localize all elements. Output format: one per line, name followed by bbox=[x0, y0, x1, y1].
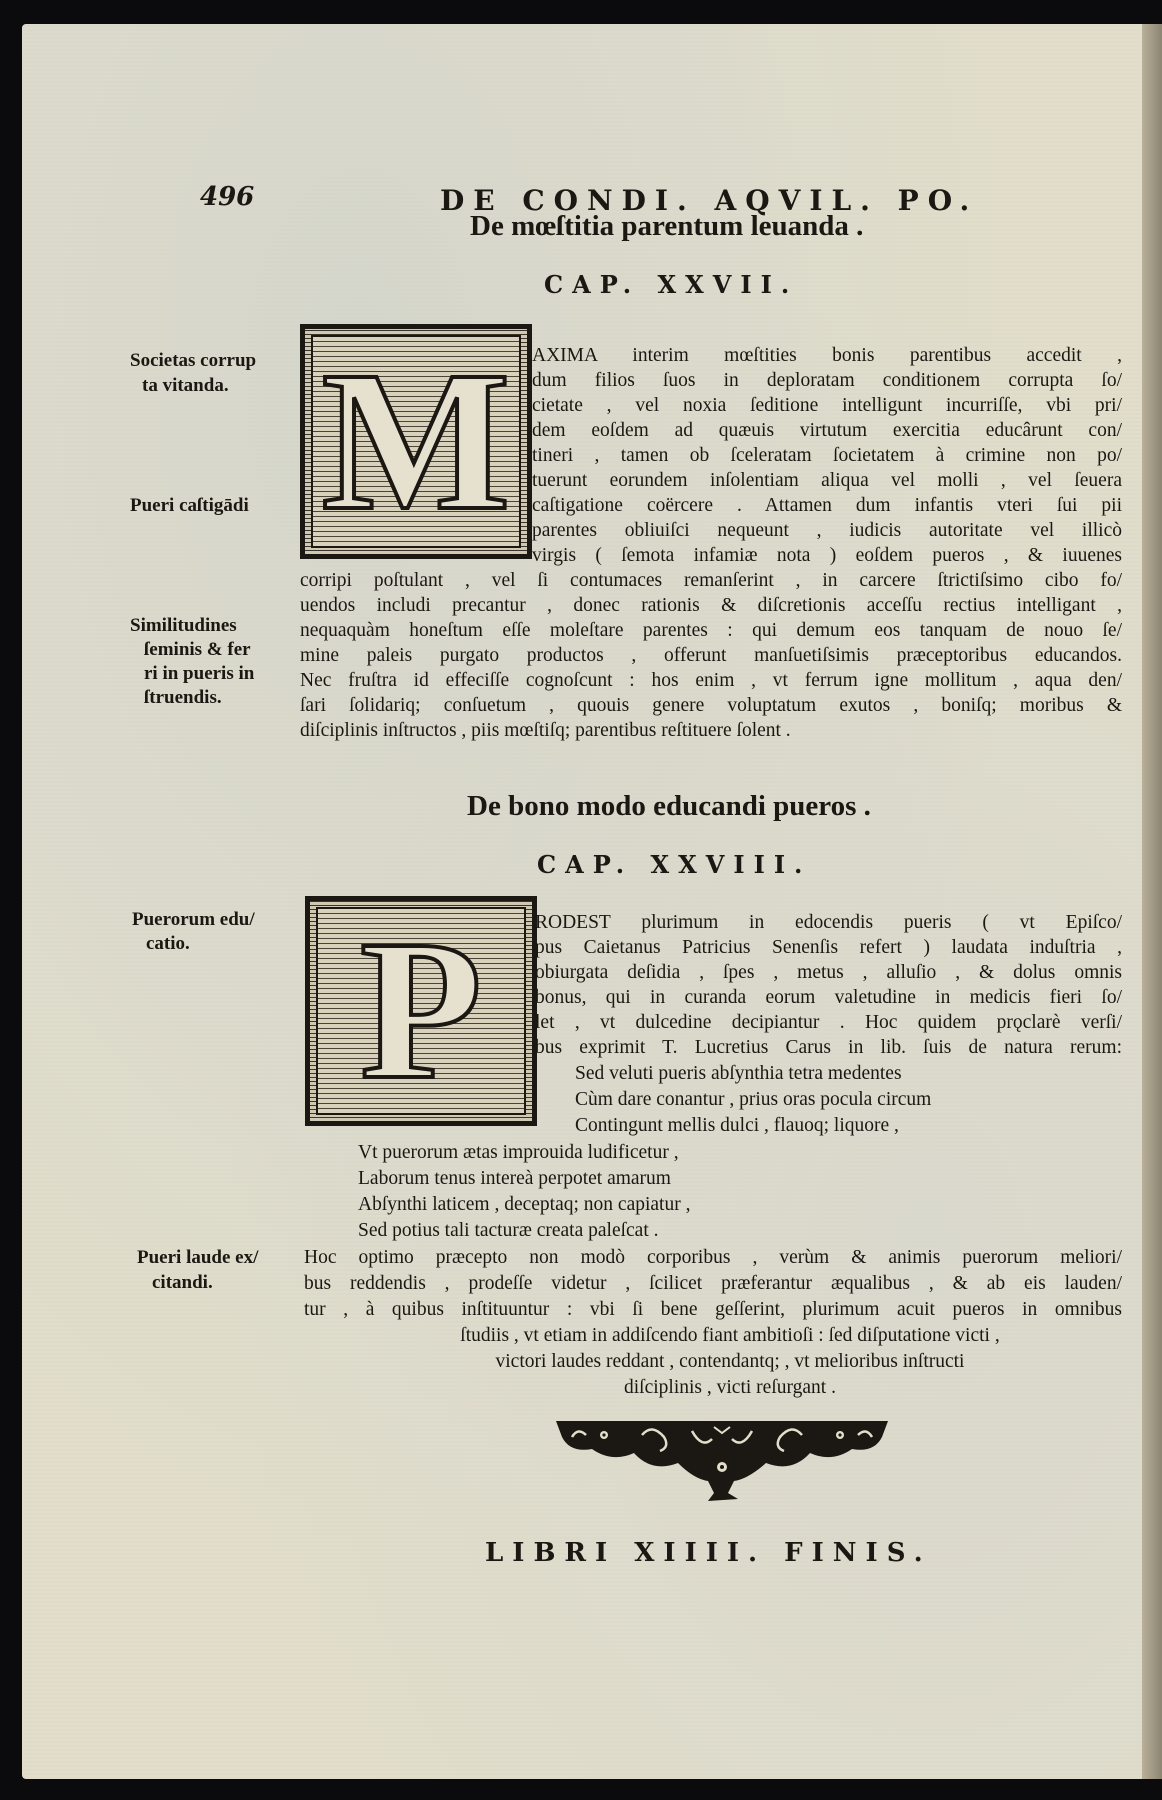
text-line: tuerunt eorundem inſolentiam aliqua vel molli , vel ſeuera bbox=[532, 470, 1122, 491]
text-line: bonus, qui in curanda eorum valetudine in medicis fieri ſo/ bbox=[535, 987, 1122, 1008]
adjacent-page-edge bbox=[1142, 24, 1162, 1779]
book-page bbox=[22, 24, 1148, 1779]
text-line: nequaquàm honeſtum eſſe moleſtare parentes : qui demum eos tanquam de nouo ſe/ bbox=[300, 620, 1122, 641]
colophon: LIBRI XIIII. FINIS. bbox=[485, 1538, 932, 1568]
text-line: obiurgata deſidia , ſpes , metus , alluſio , & dolus omnis bbox=[535, 962, 1122, 983]
marginal-note: ta vitanda. bbox=[142, 375, 229, 396]
text-line: bus reddendis , prodeſſe videtur , ſcilicet præferantur æqualibus , & ab eis lauden/ bbox=[304, 1273, 1122, 1294]
text-line: victori laudes reddant , contendantq; , vt melioribus inſtructi bbox=[495, 1351, 965, 1372]
text-line: bus exprimit T. Lucretius Carus in lib. ſuis de natura rerum: bbox=[535, 1037, 1122, 1058]
running-head: DE CONDI. AQVIL. PO. bbox=[440, 184, 979, 217]
text-line: diſciplinis inſtructos , piis mœſtiſq; parentibus reſtituere ſolent . bbox=[300, 720, 791, 741]
text-line: cietate , vel noxia ſeditione intelligunt incurriſſe, vbi pri/ bbox=[532, 395, 1122, 416]
text-line: virgis ( ſemota infamiæ nota ) eoſdem pueros , & iuuenes bbox=[532, 545, 1122, 566]
initial-letter: P bbox=[359, 900, 483, 1121]
marginal-note: Pueri laude ex/ bbox=[137, 1247, 259, 1268]
text-line: pus Caietanus Patricius Senenſis refert ) laudata induſtria , bbox=[535, 937, 1122, 958]
text-line: dem eoſdem ad quæuis virtutum exercitia educârunt con/ bbox=[532, 420, 1122, 441]
text-line: AXIMA interim mœſtities bonis parentibus accedit , bbox=[532, 345, 1122, 366]
text-line: dum filios ſuos in deploratam conditionem corrupta ſo/ bbox=[532, 370, 1122, 391]
woodcut-initial-p bbox=[305, 896, 537, 1126]
text-line: Hoc optimo præcepto non modò corporibus , verùm & animis puerorum meliori/ bbox=[304, 1247, 1122, 1268]
text-line: ſtudiis , vt etiam in addiſcendo fiant ambitioſi : ſed diſputatione victi , bbox=[460, 1325, 1000, 1346]
text-line: ſari ſolidariq; conſuetum , quouis genere voluptatum exutos , boniſq; moribus & bbox=[300, 695, 1122, 716]
marginal-note: catio. bbox=[146, 933, 190, 954]
verse-line: Vt puerorum ætas improuida ludificetur , bbox=[358, 1142, 679, 1163]
chapter-28-cap: CAP. XXVIII. bbox=[537, 850, 812, 879]
page-number: 496 bbox=[200, 182, 255, 212]
verse-line: Abſynthi laticem , deceptaq; non capiatur , bbox=[358, 1194, 691, 1215]
text-line: let , vt dulcedine decipiantur . Hoc quidem prǫclarè verſi/ bbox=[535, 1012, 1122, 1033]
marginal-note: Societas corrup bbox=[130, 350, 257, 371]
text-line: tur , à quibus inſtituuntur : vbi ſi bene geſſerint, plurimum acuit pueros in omnibus bbox=[304, 1299, 1122, 1320]
text-line: parentes obliuiſci nequeunt , iudicis autoritate vel illicò bbox=[532, 520, 1122, 541]
text-line: diſciplinis , victi reſurgant . bbox=[624, 1377, 836, 1398]
text-line: caſtigatione coërcere . Attamen dum infantis vteri ſui pii bbox=[532, 495, 1122, 516]
text-line: corripi poſtulant , vel ſi contumaces remanſerint , in carcere ſtrictiſsimo cibo fo/ bbox=[300, 570, 1122, 591]
text-line: Nec fruſtra id effeciſſe cognoſcunt : hos enim , vt ferrum igne mollitum , aqua den/ bbox=[300, 670, 1122, 691]
marginal-note: citandi. bbox=[152, 1272, 213, 1293]
verse-line: Sed potius tali tacturæ creata paleſcat . bbox=[358, 1220, 659, 1241]
marginal-note: Pueri caſtigādi bbox=[130, 495, 249, 516]
chapter-28-title: De bono modo educandi pueros . bbox=[467, 790, 871, 822]
marginal-note: Puerorum edu/ bbox=[132, 909, 255, 930]
initial-letter: M bbox=[321, 330, 511, 552]
marginal-note: Similitudines bbox=[130, 615, 237, 636]
verse-line: Cùm dare conantur , prius oras pocula circum bbox=[575, 1089, 932, 1110]
text-line: tineri , tamen ob ſceleratam ſocietatem à crimine non po/ bbox=[532, 445, 1122, 466]
text-line: RODEST plurimum in edocendis pueris ( vt Epiſco/ bbox=[535, 912, 1122, 933]
verse-line: Contingunt mellis dulci , flauoq; liquore , bbox=[575, 1115, 899, 1136]
chapter-27-cap: CAP. XXVII. bbox=[544, 270, 799, 299]
marginal-note: ſtruendis. bbox=[144, 687, 222, 708]
verse-line: Sed veluti pueris abſynthia tetra medentes bbox=[575, 1063, 902, 1084]
marginal-note: ſeminis & fer bbox=[144, 639, 251, 660]
verse-line: Laborum tenus intereà perpotet amarum bbox=[358, 1168, 671, 1189]
chapter-27-title: De mœſtitia parentum leuanda . bbox=[470, 210, 864, 242]
tailpiece-ornament bbox=[552, 1419, 892, 1509]
woodcut-initial-m bbox=[300, 324, 532, 559]
text-line: mine paleis purgato productos , offerunt manſuetiſsimis præceptoribus educandos. bbox=[300, 645, 1122, 666]
text-line: uendos includi precantur , donec rationis & diſcretionis acceſſu rectius intelligant , bbox=[300, 595, 1122, 616]
marginal-note: ri in pueris in bbox=[144, 663, 255, 684]
